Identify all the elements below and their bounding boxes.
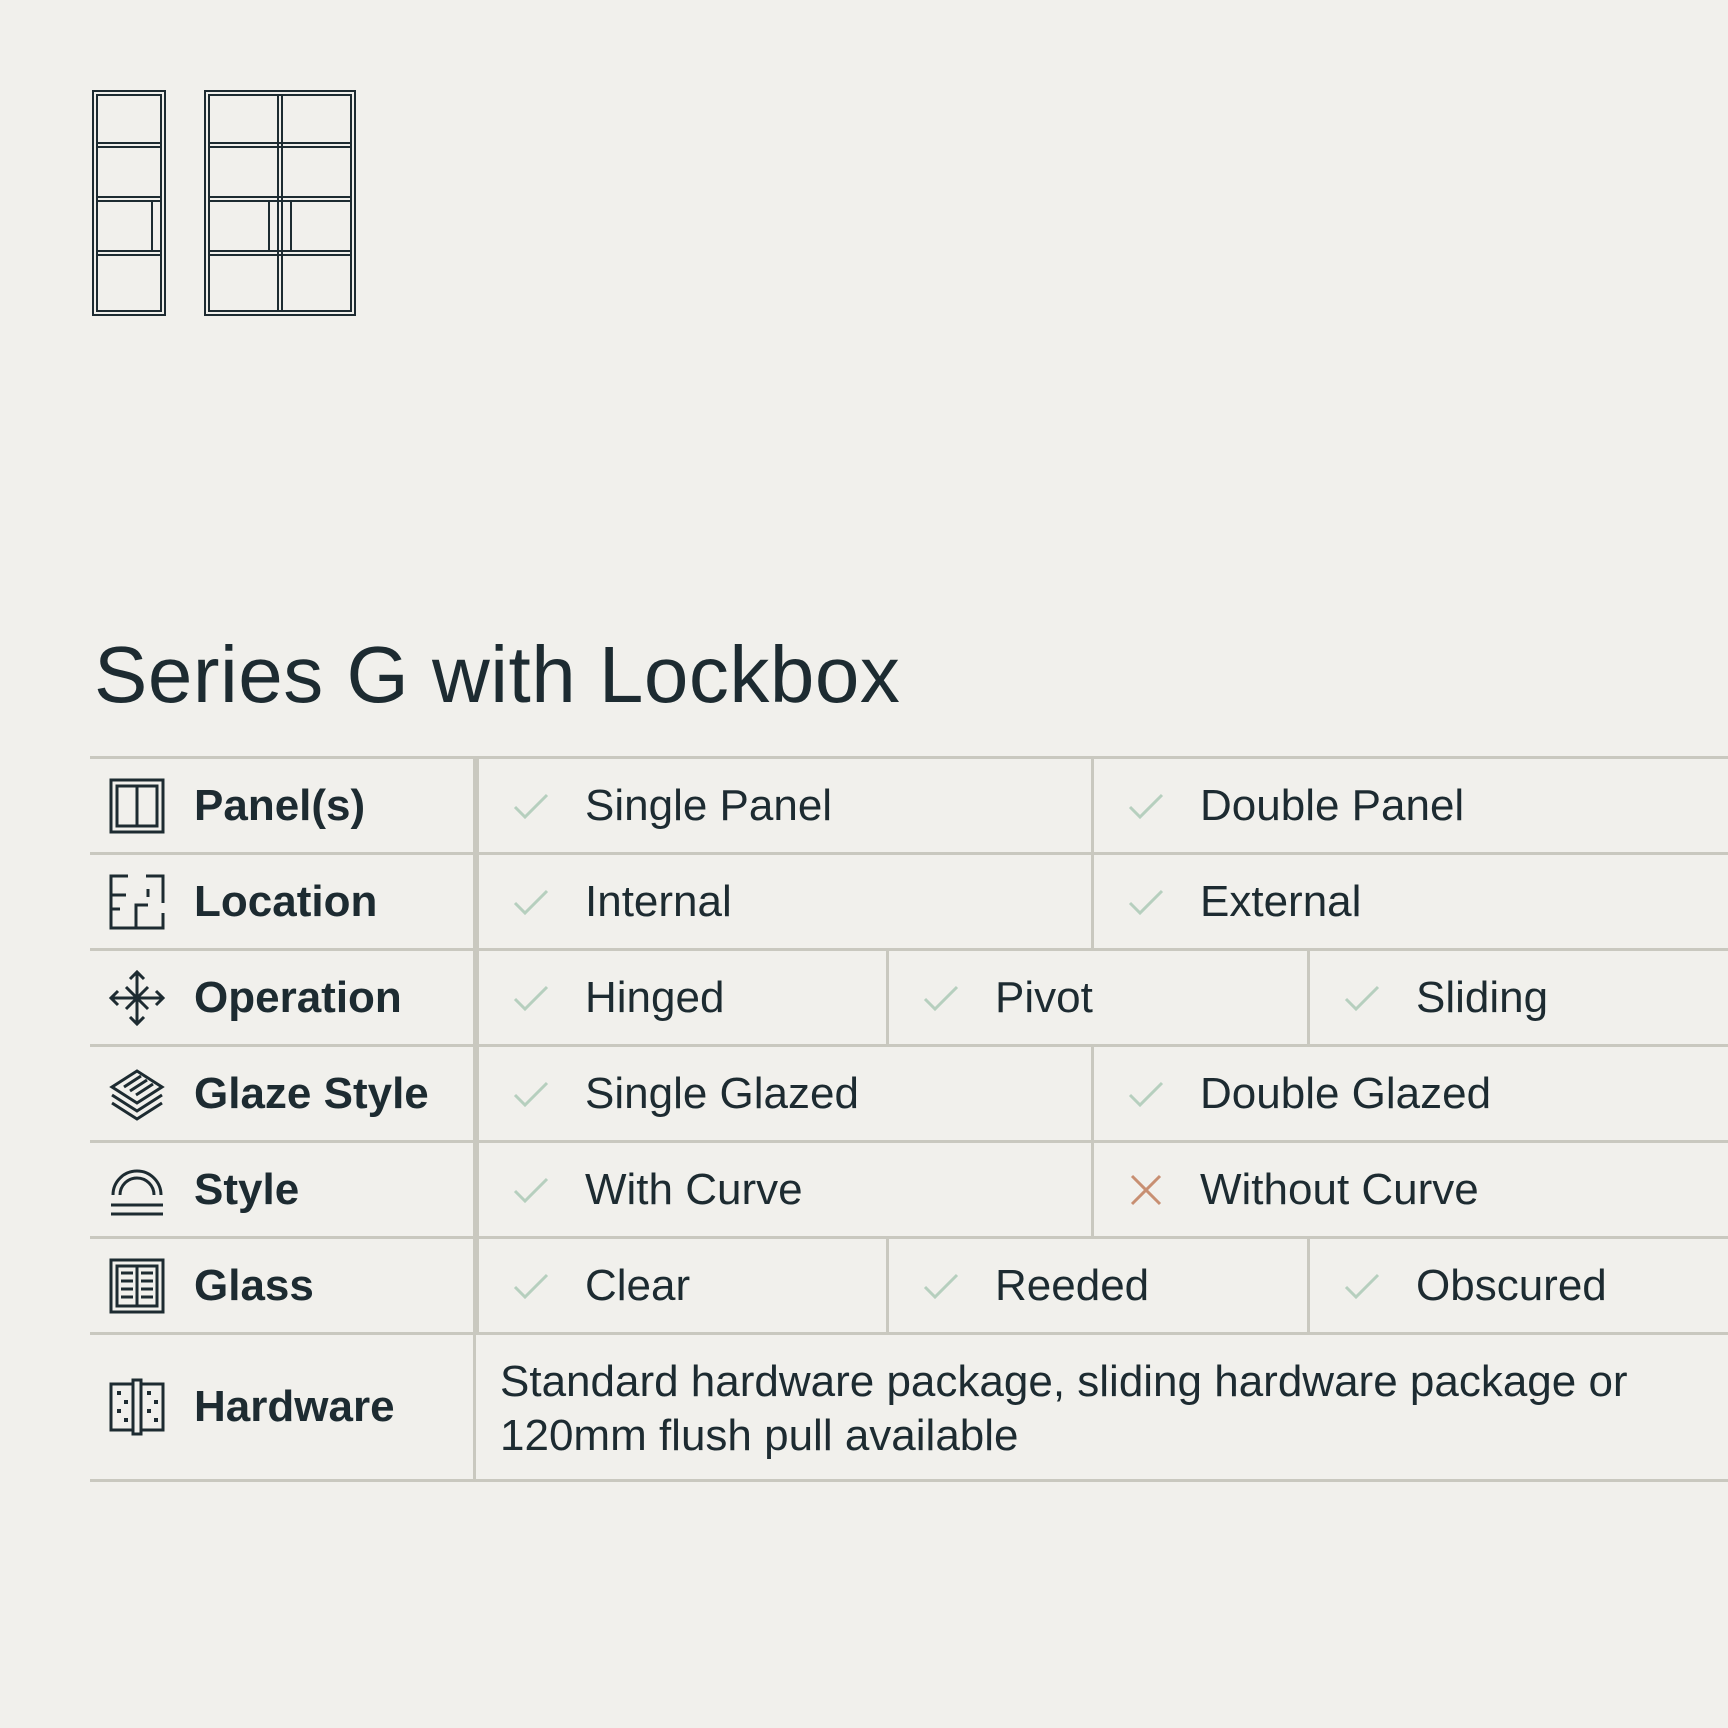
option-label: With Curve <box>585 1164 803 1214</box>
hardware-description: Standard hardware package, sliding hardware package or 120mm flush pull available <box>500 1357 1628 1460</box>
spec-row-glaze-style <box>90 1044 1728 1140</box>
row-label: Operation <box>194 972 402 1022</box>
option-label: Clear <box>585 1260 691 1310</box>
floor-plan-icon <box>108 873 166 931</box>
check-icon <box>511 786 551 826</box>
check-icon <box>511 978 551 1018</box>
option-label: Internal <box>585 876 732 926</box>
arch-curve-icon <box>108 1161 166 1219</box>
option-label: Double Panel <box>1200 780 1465 830</box>
spec-table <box>90 756 1728 1482</box>
spec-row-hardware <box>90 1332 1728 1482</box>
row-label-cell <box>90 1239 476 1332</box>
option-label: Obscured <box>1416 1260 1607 1310</box>
move-arrows-icon <box>108 969 166 1027</box>
option-cell <box>1091 1047 1728 1140</box>
check-icon <box>921 1266 961 1306</box>
row-label-cell <box>90 951 476 1044</box>
option-cell <box>1307 951 1728 1044</box>
option-cell <box>476 951 886 1044</box>
option-label: Hinged <box>585 972 725 1022</box>
option-label: Reeded <box>995 1260 1150 1310</box>
row-label: Style <box>194 1164 300 1214</box>
option-label: Double Glazed <box>1200 1068 1492 1118</box>
option-cell <box>476 1143 1091 1236</box>
option-cell <box>886 951 1307 1044</box>
reeded-glass-icon <box>108 1257 166 1315</box>
door-elevation-icon <box>92 90 362 320</box>
option-cell <box>476 855 1091 948</box>
option-label: Single Panel <box>585 780 833 830</box>
row-label: Glass <box>194 1260 314 1310</box>
check-icon <box>1342 978 1382 1018</box>
double-panel-icon <box>108 777 166 835</box>
option-cell <box>1307 1239 1728 1332</box>
spec-row-location <box>90 852 1728 948</box>
option-cell <box>1091 1143 1728 1236</box>
row-label: Glaze Style <box>194 1068 429 1118</box>
option-cell <box>886 1239 1307 1332</box>
check-icon <box>511 1170 551 1210</box>
door-diagrams <box>92 90 362 325</box>
option-label: Sliding <box>1416 972 1549 1022</box>
row-label-cell <box>90 855 476 948</box>
spec-row-panels <box>90 756 1728 852</box>
row-label-cell <box>90 1335 476 1479</box>
check-icon <box>1126 786 1166 826</box>
spec-row-operation <box>90 948 1728 1044</box>
check-icon <box>1126 1074 1166 1114</box>
option-cell <box>1091 855 1728 948</box>
glass-layers-icon <box>108 1065 166 1123</box>
check-icon <box>1126 882 1166 922</box>
option-cell <box>476 1047 1091 1140</box>
check-icon <box>511 1074 551 1114</box>
option-label: Pivot <box>995 972 1093 1022</box>
hinge-icon <box>108 1378 166 1436</box>
option-label: External <box>1200 876 1362 926</box>
check-icon <box>1342 1266 1382 1306</box>
row-label: Location <box>194 876 378 926</box>
option-label: Single Glazed <box>585 1068 859 1118</box>
check-icon <box>511 1266 551 1306</box>
row-label: Panel(s) <box>194 780 366 830</box>
check-icon <box>511 882 551 922</box>
row-label-cell <box>90 759 476 852</box>
cross-icon <box>1126 1170 1166 1210</box>
check-icon <box>921 978 961 1018</box>
option-label: Without Curve <box>1200 1164 1479 1214</box>
row-label: Hardware <box>194 1382 395 1431</box>
option-cell <box>1091 759 1728 852</box>
option-cell <box>476 1239 886 1332</box>
spec-row-glass <box>90 1236 1728 1332</box>
row-label-cell <box>90 1047 476 1140</box>
spec-row-style <box>90 1140 1728 1236</box>
row-label-cell <box>90 1143 476 1236</box>
option-cell <box>476 759 1091 852</box>
page-title: Series G with Lockbox <box>94 630 901 719</box>
